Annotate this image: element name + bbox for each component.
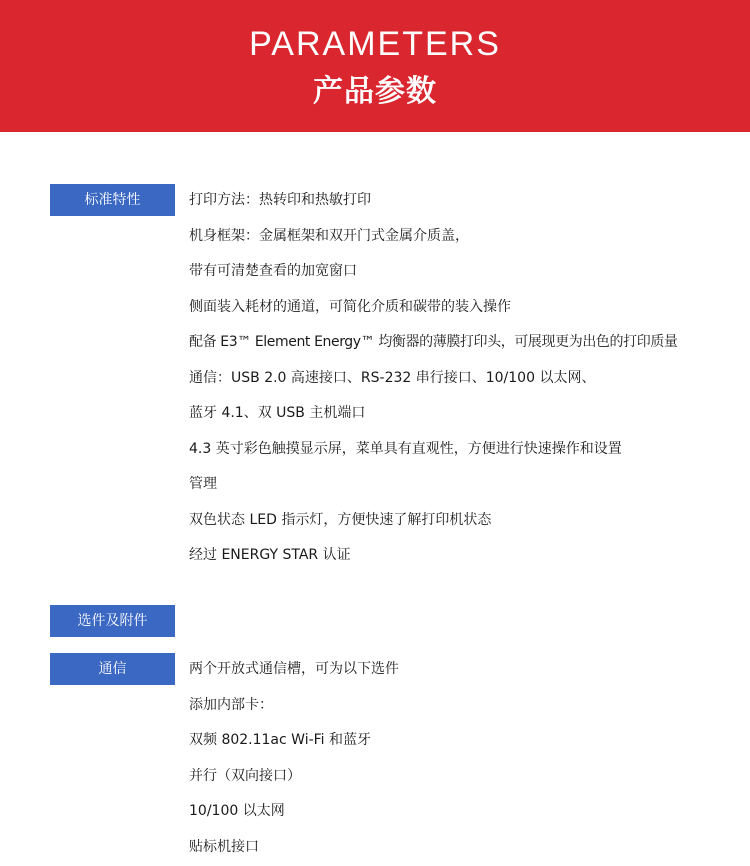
header-title-en: PARAMETERS [0,24,750,64]
communication-list [189,653,749,866]
list-item: 蓝牙 4.1、双 USB 主机端口 [189,397,749,433]
list-item: 经过 ENERGY STAR 认证 [189,539,749,575]
list-item: 双色状态 LED 指示灯，方便快速了解打印机状态 [189,504,749,540]
header-title-cn: 产品参数 [0,72,750,112]
list-item: 4.3 英寸彩色触摸显示屏，菜单具有直观性，方便进行快速操作和设置 [189,433,749,469]
section-tag: 通信 [50,653,175,685]
list-item: 两个开放式通信槽，可为以下选件 [189,653,749,689]
list-item: 添加内部卡： [189,689,749,725]
list-item: 管理 [189,468,749,504]
list-item: 10/100 以太网 [189,795,749,831]
section-tag: 选件及附件 [50,605,175,637]
list-item: 通信：USB 2.0 高速接口、RS-232 串行接口、10/100 以太网、 [189,362,749,398]
page-header [0,0,750,132]
list-item: 带有可清楚查看的加宽窗口 [189,255,749,291]
list-item: 配备 E3™ Element Energy™ 均衡器的薄膜打印头，可展现更为出色的打印质量 [189,326,749,362]
list-item: 打印方法：热转印和热敏打印 [189,184,749,220]
feature-list [189,184,749,575]
list-item: 并行（双向接口） [189,760,749,796]
list-item: 贴标机接口 [189,831,749,866]
list-item: 双频 802.11ac Wi-Fi 和蓝牙 [189,724,749,760]
list-item: 侧面装入耗材的通道，可简化介质和碳带的装入操作 [189,291,749,327]
section-tag: 标准特性 [50,184,175,216]
list-item: 机身框架：金属框架和双开门式金属介质盖， [189,220,749,256]
